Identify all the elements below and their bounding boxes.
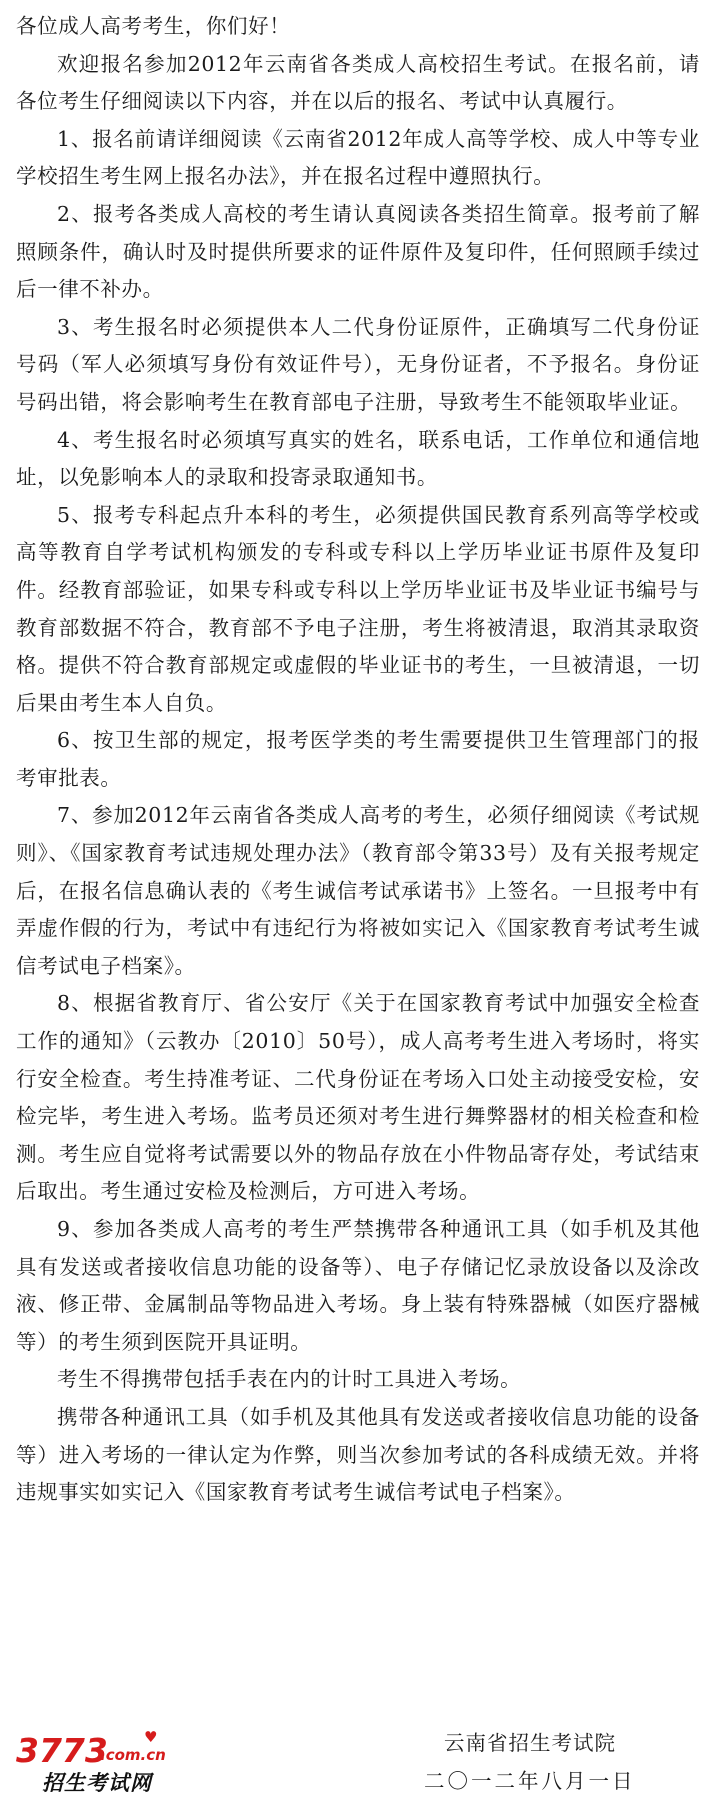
watermark-domain: .com.cn bbox=[100, 1746, 166, 1764]
signature-date: 二〇一二年八月一日 bbox=[424, 1769, 636, 1793]
item-4-paragraph: 4、考生报名时必须填写真实的姓名，联系电话，工作单位和通信地址，以免影响本人的录取和投寄录取通知书。 bbox=[16, 427, 700, 490]
watermark-number: 3773 bbox=[16, 1731, 108, 1770]
item-1-paragraph: 1、报名前请详细阅读《云南省2012年成人高等学校、成人中等专业学校招生考生网上报名办法》，并在报名过程中遵照执行。 bbox=[16, 126, 700, 189]
item-9-paragraph: 9、参加各类成人高考的考生严禁携带各种通讯工具（如手机及其他具有发送或者接收信息功能的设备等）、电子存储记忆录放设备以及涂改液、修正带、金属制品等物品进入考场。身上装有特殊器械（如医疗器械等）的考生须到医院开具证明。 bbox=[16, 1217, 700, 1354]
item-7-paragraph: 7、参加2012年云南省各类成人高考的考生，必须仔细阅读《考试规则》、《国家教育考试违规处理办法》（教育部令第33号）及有关报考规定后，在报名信息确认表的《考生诚信考试承诺书》上签名。一旦报考中有弄虚作假的行为，考试中有违纪行为将被如实记入《国家教育考试考生诚信考试电子档案》。 bbox=[16, 803, 700, 978]
signature-organization: 云南省招生考试院 bbox=[444, 1731, 616, 1755]
greeting: 各位成人高考考生，你们好！ bbox=[16, 14, 291, 38]
intro-paragraph: 欢迎报名参加2012年云南省各类成人高校招生考试。在报名前，请各位考生仔细阅读以下内容，并在以后的报名、考试中认真履行。 bbox=[16, 51, 700, 114]
timing-tools-paragraph: 考生不得携带包括手表在内的计时工具进入考场。 bbox=[57, 1367, 522, 1392]
notice-document bbox=[16, 8, 700, 1512]
site-watermark-logo bbox=[14, 1728, 184, 1799]
item-6-paragraph: 6、按卫生部的规定，报考医学类的考生需要提供卫生管理部门的报考审批表。 bbox=[16, 728, 700, 790]
item-3-paragraph: 3、考生报名时必须提供本人二代身份证原件，正确填写二代身份证号码（军人必须填写身份有效证件号），无身份证者，不予报名。身份证号码出错，将会影响考生在教育部电子注册，导致考生不能领取毕业证。 bbox=[16, 314, 700, 414]
watermark-caption: 招生考试网 bbox=[42, 1770, 152, 1795]
item-2-paragraph: 2、报考各类成人高校的考生请认真阅读各类招生简章。报考前了解照顾条件，确认时及时提供所要求的证件原件及复印件，任何照顾手续过后一律不补办。 bbox=[16, 201, 700, 302]
heart-icon: ♥ bbox=[144, 1728, 158, 1746]
signature-block bbox=[424, 1724, 664, 1800]
cheating-paragraph: 携带各种通讯工具（如手机及其他具有发送或者接收信息功能的设备等）进入考场的一律认定为作弊，则当次参加考试的各科成绩无效。并将违规事实如实记入《国家教育考试考生诚信考试电子档案》。 bbox=[16, 1404, 700, 1505]
item-8-paragraph: 8、根据省教育厅、省公安厅《关于在国家教育考试中加强安全检查工作的通知》（云教办〔2010〕50号），成人高考考生进入考场时，将实行安全检查。考生持准考证、二代身份证在考场入口处主动接受安检，安检完毕，考生进入考场。监考员还须对考生进行舞弊器材的相关检查和检测。考生应自觉将考试需要以外的物品存放在小件物品寄存处，考试结束后取出。考生通过安检及检测后，方可进入考场。 bbox=[16, 991, 700, 1204]
item-5-paragraph: 5、报考专科起点升本科的考生，必须提供国民教育系列高等学校或高等教育自学考试机构颁发的专科或专科以上学历毕业证书原件及复印件。经教育部验证，如果专科或专科以上学历毕业证书及毕业证书编号与教育部数据不符合，教育部不予电子注册，考生将被清退，取消其录取资格。提供不符合教育部规定或虚假的毕业证书的考生，一旦被清退，一切后果由考生本人自负。 bbox=[16, 502, 700, 715]
